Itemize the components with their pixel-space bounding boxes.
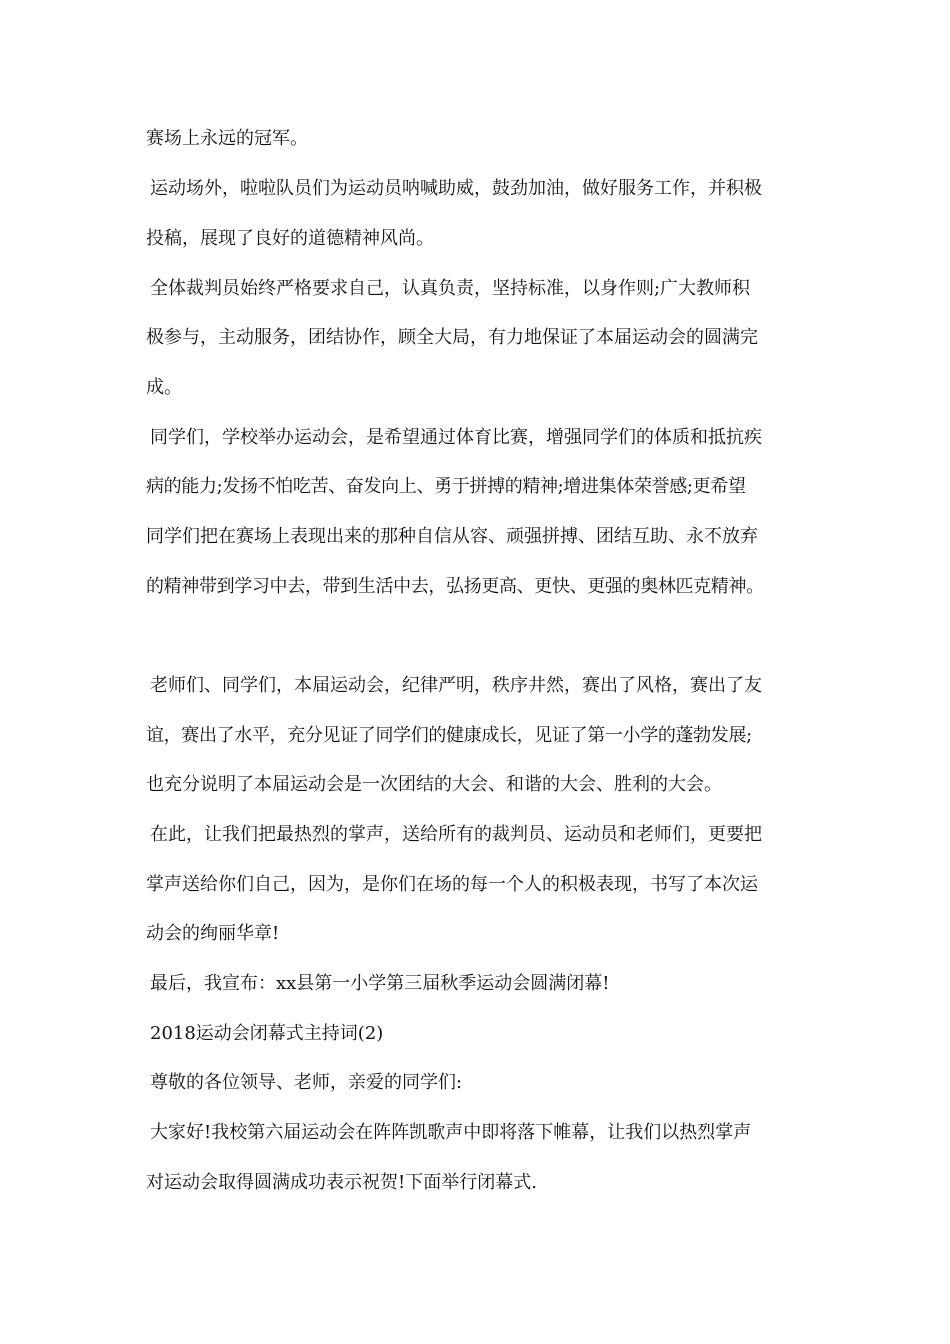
text-line: 成。 — [146, 377, 182, 398]
text-line: 也充分说明了本届运动会是一次团结的大会、和谐的大会、胜利的大会。 — [146, 774, 722, 795]
text-line: 掌声送给你们自己，因为，是你们在场的每一个人的积极表现，书写了本次运 — [146, 874, 758, 895]
text-line: 运动场外，啦啦队员们为运动员呐喊助威，鼓劲加油，做好服务工作，并积极 — [150, 178, 762, 199]
text-line: 谊，赛出了水平，充分见证了同学们的健康成长，见证了第一小学的蓬勃发展; — [146, 725, 752, 746]
text-line: 大家好!我校第六届运动会在阵阵凯歌声中即将落下帷幕，让我们以热烈掌声 — [150, 1122, 752, 1143]
text-line: 在此，让我们把最热烈的掌声，送给所有的裁判员、运动员和老师们，更要把 — [150, 824, 762, 845]
text-line: 2018运动会闭幕式主持词(2) — [150, 1023, 384, 1044]
text-line: 极参与，主动服务，团结协作，顾全大局，有力地保证了本届运动会的圆满完 — [146, 327, 758, 348]
text-line: 全体裁判员始终严格要求自己，认真负责，坚持标准，以身作则;广大教师积 — [150, 278, 751, 299]
text-line: 动会的绚丽华章! — [146, 923, 280, 944]
text-line: 赛场上永远的冠军。 — [146, 128, 308, 149]
text-line: 老师们、同学们，本届运动会，纪律严明，秩序井然，赛出了风格，赛出了友 — [150, 675, 762, 696]
text-line: 同学们，学校举办运动会，是希望通过体育比赛，增强同学们的体质和抵抗疾 — [150, 427, 762, 448]
text-line: 对运动会取得圆满成功表示祝贺!下面举行闭幕式. — [146, 1172, 537, 1193]
text-line: 同学们把在赛场上表现出来的那种自信从容、顽强拼搏、团结互助、永不放弃 — [146, 526, 758, 547]
text-line: 病的能力;发扬不怕吃苦、奋发向上、勇于拼搏的精神;增进集体荣誉感;更希望 — [146, 476, 746, 497]
text-line: 最后，我宣布：xx县第一小学第三届秋季运动会圆满闭幕! — [150, 973, 610, 994]
text-line: 的精神带到学习中去，带到生活中去，弘扬更高、更快、更强的奥林匹克精神。 — [146, 576, 764, 597]
text-line: 投稿，展现了良好的道德精神风尚。 — [146, 228, 434, 249]
text-line: 尊敬的各位领导、老师，亲爱的同学们: — [150, 1072, 463, 1093]
